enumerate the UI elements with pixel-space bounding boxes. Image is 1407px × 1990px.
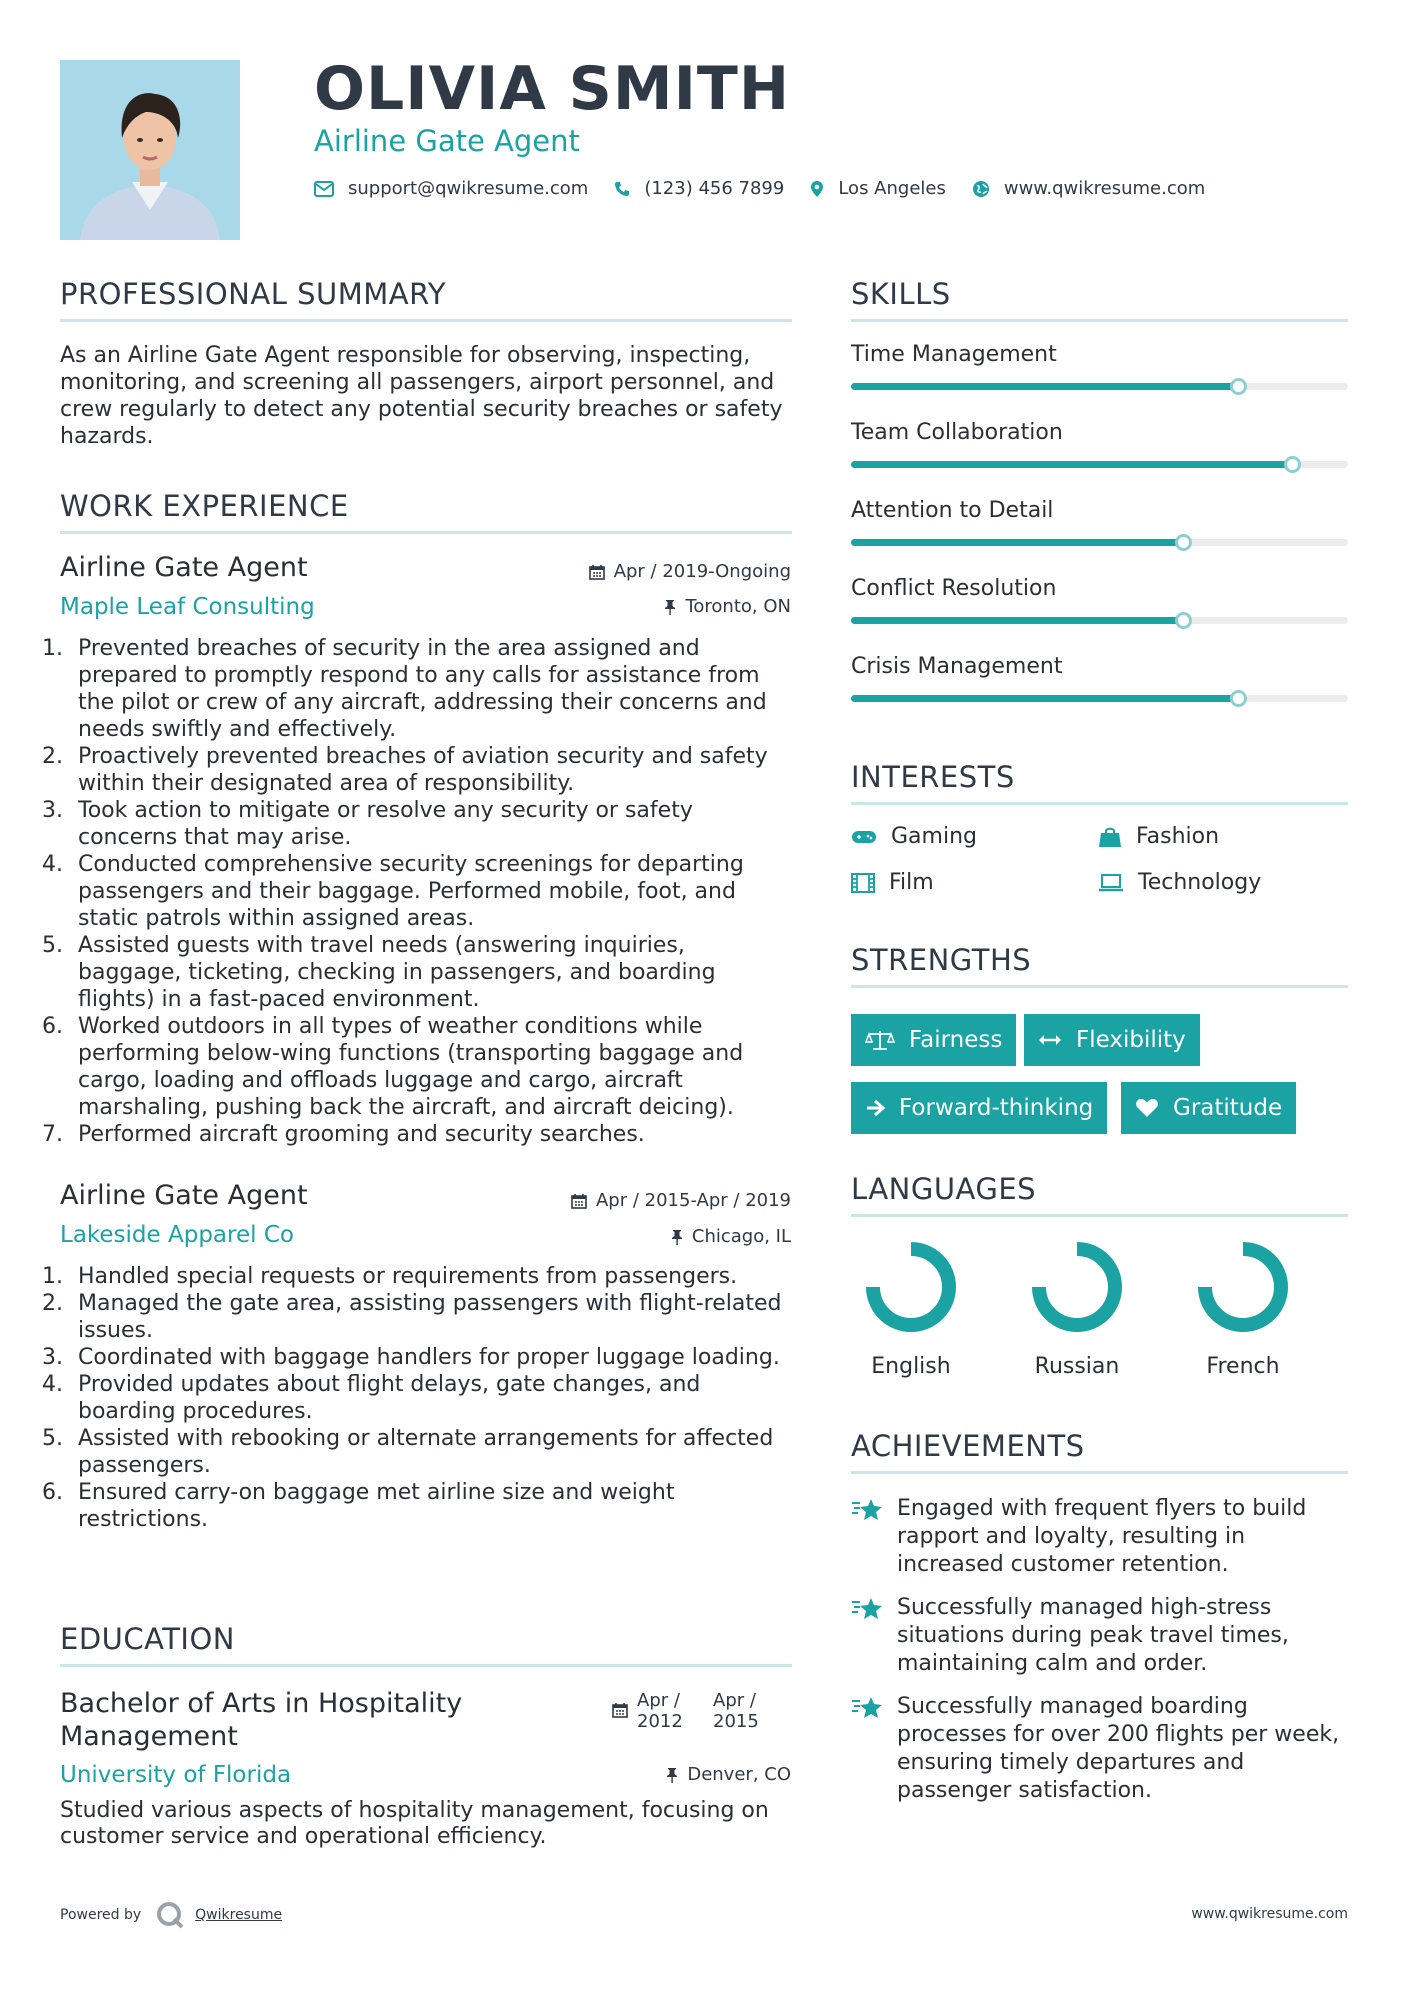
contact-phone[interactable] bbox=[614, 178, 784, 199]
language-label: French bbox=[1206, 1354, 1280, 1379]
degree-title: Bachelor of Arts in Hospitality Management bbox=[60, 1688, 463, 1752]
strengths-heading: STRENGTHS bbox=[851, 943, 1032, 977]
achievement-text: Successfully managed boarding processes for over 200 flights per week, ensuring timely departures and passenger satisfaction. bbox=[897, 1694, 1340, 1803]
skill-knob bbox=[1284, 456, 1301, 473]
achievement-text: Engaged with frequent flyers to build rapport and loyalty, resulting in increased customer retention. bbox=[897, 1496, 1307, 1577]
powered-by-label: Powered by bbox=[60, 1907, 142, 1923]
gamepad-icon bbox=[851, 829, 877, 845]
skill-fill bbox=[851, 539, 1184, 546]
achievement-text: Successfully managed high-stress situations during peak travel times, maintaining calm and order. bbox=[897, 1595, 1289, 1676]
duty-item: 5. Assisted guests with travel needs (answering inquiries, baggage, ticketing, checking in passengers, and boarding flights) in a fast-paced environment. bbox=[70, 932, 792, 1013]
company-name: Lakeside Apparel Co bbox=[60, 1222, 294, 1248]
skill-row bbox=[851, 654, 1348, 702]
summary-text: As an Airline Gate Agent responsible for observing, inspecting, monitoring, and screening all passengers, airport personnel, and crew regularly to detect any potential security breaches or safety hazards. bbox=[60, 343, 783, 449]
contact-website-text: www.qwikresume.com bbox=[1003, 178, 1206, 199]
education-heading: EDUCATION bbox=[60, 1622, 236, 1656]
achievements-heading: ACHIEVEMENTS bbox=[851, 1429, 1085, 1463]
interest-label: Gaming bbox=[891, 824, 977, 849]
duty-list bbox=[52, 635, 792, 1148]
job-title: Airline Gate Agent bbox=[60, 1180, 308, 1211]
education-end-date: Apr / 2015 bbox=[713, 1690, 759, 1732]
skill-label: Crisis Management bbox=[851, 654, 1063, 679]
film-icon bbox=[851, 873, 875, 893]
job-dates-text: Apr / 2019-Ongoing bbox=[613, 561, 791, 582]
job-location bbox=[664, 596, 791, 617]
contact-email[interactable] bbox=[314, 178, 588, 199]
duty-list bbox=[52, 1263, 792, 1533]
languages-rule bbox=[851, 1214, 1348, 1217]
globe-icon bbox=[972, 180, 990, 198]
candidate-role: Airline Gate Agent bbox=[314, 124, 580, 158]
candidate-name: OLIVIA SMITH bbox=[314, 54, 791, 124]
experience-rule bbox=[60, 531, 792, 534]
skill-fill bbox=[851, 461, 1293, 468]
skill-track bbox=[851, 383, 1348, 390]
pushpin-icon bbox=[666, 1767, 678, 1783]
skill-knob bbox=[1230, 690, 1247, 707]
profile-photo bbox=[60, 60, 240, 240]
skill-label: Team Collaboration bbox=[851, 420, 1063, 445]
interest-film bbox=[851, 870, 934, 895]
interest-fashion bbox=[1098, 824, 1219, 849]
arrows-horizontal-icon bbox=[1038, 1033, 1062, 1047]
strengths-rule bbox=[851, 985, 1348, 988]
skill-knob bbox=[1175, 612, 1192, 629]
experience-heading: WORK EXPERIENCE bbox=[60, 489, 349, 523]
duty-item: 5. Assisted with rebooking or alternate arrangements for affected passengers. bbox=[70, 1425, 792, 1479]
strength-label: Forward-thinking bbox=[899, 1095, 1094, 1121]
summary-heading: PROFESSIONAL SUMMARY bbox=[60, 277, 447, 311]
job-dates bbox=[589, 561, 791, 582]
language-gauge bbox=[1030, 1240, 1124, 1334]
duty-item: 3. Took action to mitigate or resolve any security or safety concerns that may arise. bbox=[70, 797, 792, 851]
shooting-star-icon bbox=[851, 1596, 883, 1622]
contact-website[interactable] bbox=[972, 178, 1205, 199]
language-item bbox=[851, 1240, 971, 1379]
contact-phone-text: (123) 456 7899 bbox=[644, 178, 785, 199]
strength-label: Gratitude bbox=[1173, 1095, 1283, 1121]
skill-track bbox=[851, 695, 1348, 702]
shooting-star-icon bbox=[851, 1497, 883, 1523]
interest-technology bbox=[1098, 870, 1261, 895]
skill-row bbox=[851, 498, 1348, 546]
interest-label: Film bbox=[889, 870, 934, 895]
balance-scale-icon bbox=[865, 1029, 895, 1051]
interest-label: Technology bbox=[1138, 870, 1262, 895]
strength-badge bbox=[1024, 1014, 1200, 1066]
calendar-icon bbox=[571, 1193, 587, 1209]
job-location bbox=[671, 1226, 791, 1247]
envelope-icon bbox=[314, 181, 334, 197]
contact-email-text: support@qwikresume.com bbox=[348, 178, 589, 199]
footer-powered-by bbox=[60, 1900, 282, 1930]
skill-row bbox=[851, 342, 1348, 390]
job-location-text: Chicago, IL bbox=[691, 1226, 791, 1247]
shopping-bag-icon bbox=[1098, 826, 1122, 848]
job-dates bbox=[571, 1190, 791, 1211]
achievement-item bbox=[851, 1495, 1348, 1579]
job-location-text: Toronto, ON bbox=[685, 596, 791, 617]
laptop-icon bbox=[1098, 874, 1124, 892]
contact-location bbox=[810, 178, 946, 199]
strength-badge bbox=[851, 1082, 1107, 1134]
skill-row bbox=[851, 420, 1348, 468]
strength-badge bbox=[1121, 1082, 1296, 1134]
strength-label: Flexibility bbox=[1076, 1027, 1186, 1053]
achievements-rule bbox=[851, 1471, 1348, 1474]
interests-heading: INTERESTS bbox=[851, 760, 1015, 794]
footer-website[interactable]: www.qwikresume.com bbox=[1191, 1906, 1348, 1922]
skill-row bbox=[851, 576, 1348, 624]
education-location bbox=[666, 1764, 791, 1785]
language-item bbox=[1017, 1240, 1137, 1379]
contact-location-text: Los Angeles bbox=[838, 178, 946, 199]
education-location-text: Denver, CO bbox=[687, 1764, 791, 1785]
contact-bar bbox=[314, 178, 1231, 199]
languages-heading: LANGUAGES bbox=[851, 1172, 1037, 1206]
language-item bbox=[1183, 1240, 1303, 1379]
calendar-icon bbox=[589, 564, 605, 580]
interest-label: Fashion bbox=[1136, 824, 1220, 849]
education-dates bbox=[612, 1690, 773, 1732]
arrow-right-icon bbox=[865, 1099, 885, 1117]
skill-fill bbox=[851, 695, 1239, 702]
school-name: University of Florida bbox=[60, 1762, 292, 1788]
language-gauge bbox=[864, 1240, 958, 1334]
education-rule bbox=[60, 1664, 792, 1667]
duty-item: 2. Managed the gate area, assisting passengers with flight-related issues. bbox=[70, 1290, 792, 1344]
language-label: Russian bbox=[1034, 1354, 1120, 1379]
map-pin-icon bbox=[810, 180, 824, 198]
footer-brand-link[interactable]: Qwikresume bbox=[195, 1907, 283, 1923]
strength-badge bbox=[851, 1014, 1016, 1066]
job-title: Airline Gate Agent bbox=[60, 552, 308, 583]
skill-knob bbox=[1230, 378, 1247, 395]
duty-item: 6. Worked outdoors in all types of weather conditions while performing below-wing functions (transporting baggage and cargo, loading and offloads luggage and cargo, aircraft marshaling, pushing back the aircraft, and aircraft deicing). bbox=[70, 1013, 792, 1121]
skill-fill bbox=[851, 383, 1239, 390]
duty-item: 1. Handled special requests or requirements from passengers. bbox=[70, 1263, 792, 1290]
summary-rule bbox=[60, 319, 792, 322]
qwikresume-logo-icon bbox=[155, 1900, 185, 1930]
shooting-star-icon bbox=[851, 1695, 883, 1721]
achievement-item bbox=[851, 1594, 1348, 1678]
skills-heading: SKILLS bbox=[851, 277, 951, 311]
skill-track bbox=[851, 539, 1348, 546]
duty-item: 4. Provided updates about flight delays, gate changes, and boarding procedures. bbox=[70, 1371, 792, 1425]
duty-item: 3. Coordinated with baggage handlers for proper luggage loading. bbox=[70, 1344, 792, 1371]
pushpin-icon bbox=[664, 599, 676, 615]
skill-track bbox=[851, 461, 1348, 468]
duty-item: 4. Conducted comprehensive security screenings for departing passengers and their baggage. Performed mobile, foot, and static patrols within assigned areas. bbox=[70, 851, 792, 932]
duty-item: 6. Ensured carry-on baggage met airline size and weight restrictions. bbox=[70, 1479, 792, 1533]
skills-rule bbox=[851, 319, 1348, 322]
interests-rule bbox=[851, 802, 1348, 805]
duty-item: 7. Performed aircraft grooming and security searches. bbox=[70, 1121, 792, 1148]
skill-knob bbox=[1175, 534, 1192, 551]
skill-track bbox=[851, 617, 1348, 624]
strength-label: Fairness bbox=[909, 1027, 1003, 1053]
education-start-date: Apr / 2012 bbox=[637, 1690, 683, 1732]
skill-label: Time Management bbox=[851, 342, 1057, 367]
job-dates-text: Apr / 2015-Apr / 2019 bbox=[595, 1190, 791, 1211]
language-label: English bbox=[871, 1354, 951, 1379]
calendar-icon bbox=[612, 1702, 628, 1718]
duty-item: 1. Prevented breaches of security in the area assigned and prepared to promptly respond to any calls for assistance from the pilot or crew of any aircraft, addressing their concerns and needs swiftly and effectively. bbox=[70, 635, 792, 743]
skill-fill bbox=[851, 617, 1184, 624]
achievement-item bbox=[851, 1693, 1348, 1805]
education-description: Studied various aspects of hospitality management, focusing on customer service and operational efficiency. bbox=[60, 1798, 769, 1849]
heart-icon bbox=[1135, 1098, 1159, 1118]
skill-label: Attention to Detail bbox=[851, 498, 1054, 523]
language-gauge bbox=[1196, 1240, 1290, 1334]
interest-gaming bbox=[851, 824, 977, 849]
pushpin-icon bbox=[671, 1229, 683, 1245]
company-name: Maple Leaf Consulting bbox=[60, 594, 315, 620]
duty-item: 2. Proactively prevented breaches of aviation security and safety within their designated area of responsibility. bbox=[70, 743, 792, 797]
skill-label: Conflict Resolution bbox=[851, 576, 1057, 601]
phone-icon bbox=[614, 181, 630, 197]
